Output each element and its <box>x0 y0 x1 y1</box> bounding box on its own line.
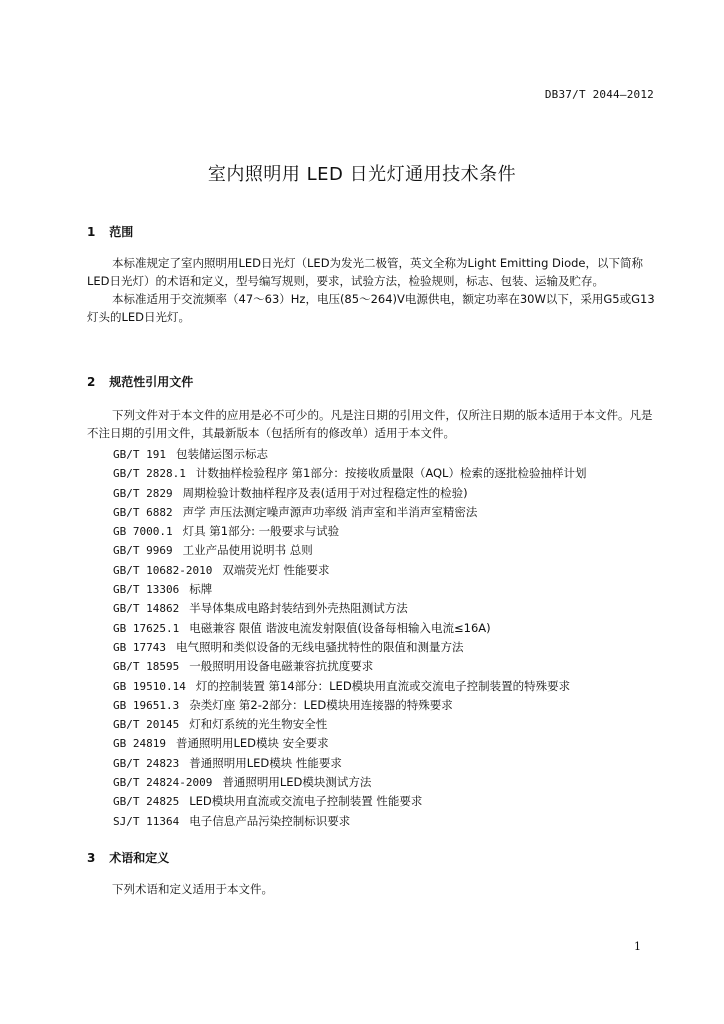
reference-code: GB/T 24824-2009 <box>113 776 213 790</box>
section-number: 2 <box>87 375 96 389</box>
reference-code: GB/T 10682-2010 <box>113 563 213 577</box>
section-title: 术语和定义 <box>109 851 170 865</box>
reference-code: GB 17625.1 <box>113 621 180 635</box>
reference-title: 包装储运图示标志 <box>175 447 268 461</box>
section-number: 3 <box>87 851 96 865</box>
paragraph: 本标准适用于交流频率（47～63）Hz，电压(85～264)V电源供电，额定功率在30W以下，采用G5或G13灯头的LED日光灯。 <box>87 292 655 324</box>
reference-title: 电子信息产品污染控制标识要求 <box>189 813 351 828</box>
standard-number: DB37/T 2044—2012 <box>544 88 654 101</box>
reference-title: 杂类灯座 第2-2部分：LED模块用连接器的特殊要求 <box>189 697 453 712</box>
reference-item <box>113 541 673 560</box>
reference-code: GB/T 6882 <box>113 505 173 519</box>
paragraph: 下列文件对于本文件的应用是必不可少的。凡是注日期的引用文件，仅所注日期的版本适用于本文件。凡是不注日期的引用文件，其最新版本（包括所有的修改单）适用于本文件。 <box>87 408 653 440</box>
page-number: 1 <box>634 940 641 953</box>
section-1-heading <box>87 223 133 240</box>
reference-title: 灯具 第1部分: 一般要求与试验 <box>182 524 340 539</box>
section-number: 1 <box>87 225 96 239</box>
reference-title: 周期检验计数抽样程序及表(适用于对过程稳定性的检验) <box>182 485 468 500</box>
reference-code: GB/T 191 <box>113 448 166 461</box>
reference-item <box>113 696 673 715</box>
reference-item <box>113 734 673 753</box>
reference-item <box>113 445 673 464</box>
reference-code: GB/T 2829 <box>113 486 173 500</box>
reference-code: GB/T 2828.1 <box>113 467 186 481</box>
reference-title: 灯和灯系统的光生物安全性 <box>189 717 328 732</box>
reference-code: SJ/T 11364 <box>113 814 180 828</box>
reference-code: GB 19651.3 <box>113 698 180 712</box>
reference-item <box>113 754 673 773</box>
reference-title: 半导体集成电路封装结到外壳热阻测试方法 <box>189 601 408 616</box>
reference-code: GB 19510.14 <box>113 679 186 693</box>
section-2-body <box>87 406 659 442</box>
section-3-heading <box>87 849 169 866</box>
reference-title: 声学 声压法测定噪声源声功率级 消声室和半消声室精密法 <box>182 504 478 519</box>
reference-title: 普通照明用LED模块测试方法 <box>222 775 372 790</box>
reference-code: GB/T 24823 <box>113 756 180 770</box>
paragraph: 本标准规定了室内照明用LED日光灯（LED为发光二极管，英文全称为Light Emitting Diode，以下简称LED日光灯）的术语和定义，型号编写规则，要求，试验方法，检验规则，标志、包装、运输及贮存。 <box>87 256 643 288</box>
reference-item <box>113 561 673 580</box>
reference-item <box>113 657 673 676</box>
reference-code: GB/T 20145 <box>113 718 180 732</box>
reference-item <box>113 677 673 696</box>
reference-title: 普通照明用LED模块 性能要求 <box>189 755 342 770</box>
reference-code: GB 24819 <box>113 737 166 751</box>
reference-code: GB/T 9969 <box>113 544 173 558</box>
reference-title: 电气照明和类似设备的无线电骚扰特性的限值和测量方法 <box>175 639 464 654</box>
reference-item <box>113 580 673 599</box>
reference-title: 标牌 <box>189 582 213 597</box>
document-title: 室内照明用 LED 日光灯通用技术条件 <box>207 164 517 185</box>
reference-item <box>113 812 673 831</box>
section-3-body <box>87 880 659 898</box>
reference-code: GB/T 13306 <box>113 583 180 597</box>
reference-item <box>113 503 673 522</box>
reference-title: 双端荧光灯 性能要求 <box>222 562 330 577</box>
reference-item <box>113 484 673 503</box>
reference-item <box>113 715 673 734</box>
reference-item <box>113 464 673 483</box>
reference-title: 普通照明用LED模块 安全要求 <box>175 736 329 751</box>
section-title: 规范性引用文件 <box>109 375 194 389</box>
section-1-body <box>87 254 659 326</box>
reference-item <box>113 773 673 792</box>
paragraph: 下列术语和定义适用于本文件。 <box>112 882 273 896</box>
reference-item <box>113 522 673 541</box>
reference-item <box>113 638 673 657</box>
reference-code: GB/T 14862 <box>113 602 180 616</box>
reference-title: 一般照明用设备电磁兼容抗扰度要求 <box>189 659 374 674</box>
section-title: 范围 <box>109 225 134 239</box>
reference-item <box>113 792 673 811</box>
reference-item <box>113 599 673 618</box>
reference-code: GB/T 18595 <box>113 660 180 674</box>
reference-code: GB 7000.1 <box>113 525 173 539</box>
normative-references-list <box>113 445 673 831</box>
reference-title: 灯的控制装置 第14部分：LED模块用直流或交流电子控制装置的特殊要求 <box>195 678 571 693</box>
reference-code: GB 17743 <box>113 640 166 654</box>
reference-item <box>113 619 673 638</box>
reference-title: 计数抽样检验程序 第1部分：按接收质量限（AQL）检索的逐批检验抽样计划 <box>195 466 587 481</box>
section-2-heading <box>87 373 193 390</box>
reference-title: 电磁兼容 限值 谐波电流发射限值(设备每相输入电流≤16A) <box>189 620 491 635</box>
reference-title: 工业产品使用说明书 总则 <box>182 543 313 558</box>
reference-code: GB/T 24825 <box>113 795 180 809</box>
reference-title: LED模块用直流或交流电子控制装置 性能要求 <box>189 794 423 809</box>
